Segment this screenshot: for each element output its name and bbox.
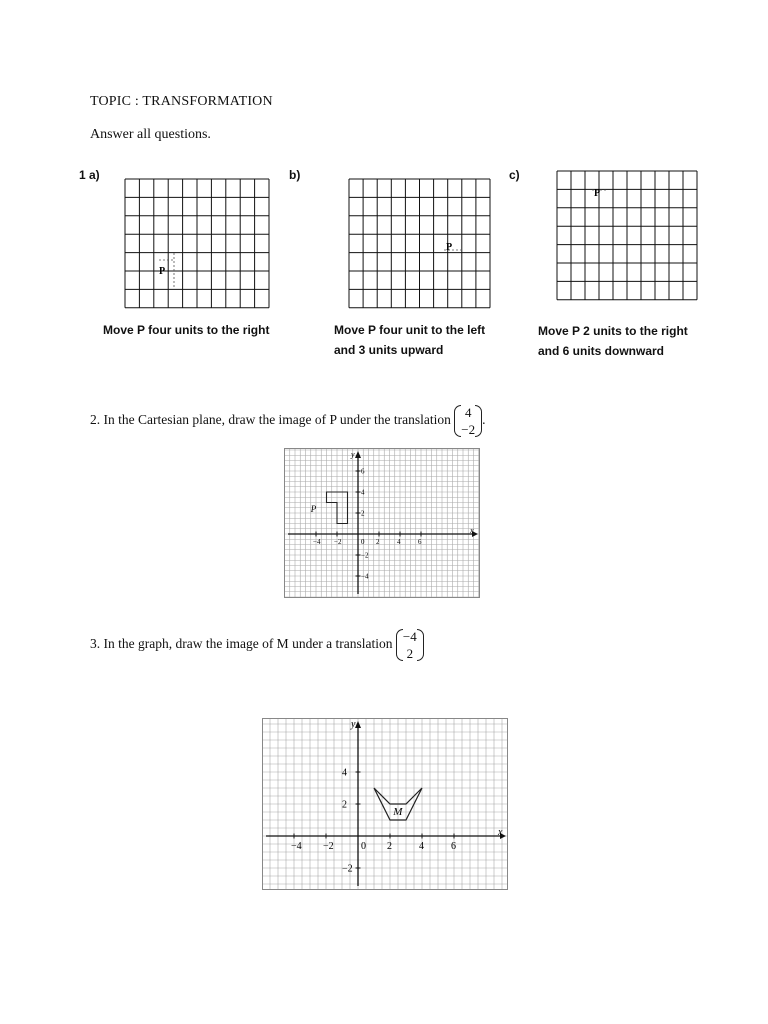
q3-grid-lines <box>262 718 508 890</box>
q2-text: 2. In the Cartesian plane, draw the image of P under the translation <box>90 412 451 428</box>
y-axis-arrow <box>355 451 361 458</box>
x-tick-label: −4 <box>291 841 302 852</box>
q3-tick-labels <box>291 767 456 874</box>
x-tick-label: −4 <box>313 538 321 546</box>
worksheet-instruction: Answer all questions. <box>90 127 211 142</box>
q1c-label: c) <box>509 168 520 182</box>
x-tick-label: −2 <box>323 841 334 852</box>
q2-trailing: . <box>482 412 486 428</box>
x-tick-label: 6 <box>418 538 422 546</box>
q2-vector-bottom: −2 <box>461 422 476 437</box>
q1c-grid-lines <box>557 171 697 300</box>
q2-shape-label: P <box>310 503 317 514</box>
q1b-caption-line: Move P four unit to the left <box>334 323 486 337</box>
q1a-grid-lines <box>125 179 269 308</box>
q2-axes <box>288 451 478 594</box>
y-tick-label: 4 <box>361 488 365 497</box>
y-tick-label: 4 <box>342 767 347 779</box>
x-tick-label: 0 <box>361 841 366 852</box>
q1b-point-label: P <box>446 242 453 253</box>
x-tick-label: −2 <box>334 538 342 546</box>
q3-graph <box>262 718 508 890</box>
q1c-caption <box>538 321 688 361</box>
q3-question <box>90 628 424 662</box>
q2-cartesian-plane <box>284 448 480 598</box>
x-tick-label: 2 <box>376 538 380 546</box>
q1a-caption-line: Move P four units to the right <box>103 323 270 337</box>
y-tick-label: −2 <box>342 863 353 875</box>
q2-tick-labels <box>313 467 422 580</box>
q2-x-axis-label: x <box>470 526 474 535</box>
q1c-caption-line: Move P 2 units to the right <box>538 324 688 338</box>
q1b-grid-lines <box>349 179 490 308</box>
q2-y-axis-label: y <box>351 450 355 459</box>
q3-translation-vector <box>396 628 424 662</box>
x-tick-label: 2 <box>387 841 392 852</box>
x-tick-label: 4 <box>397 538 401 546</box>
q1c-caption-line: and 6 units downward <box>538 344 665 358</box>
y-tick-label: 2 <box>342 799 347 811</box>
q2-grid-lines <box>284 448 480 598</box>
q2-vector-top: 4 <box>464 405 472 420</box>
q1b-caption <box>334 320 485 360</box>
q2-question <box>90 404 485 438</box>
y-tick-label: −4 <box>361 572 369 581</box>
q1a-label: 1 a) <box>79 168 100 182</box>
q2-translation-vector <box>454 404 482 438</box>
y-tick-label: 2 <box>361 509 365 518</box>
q1a-grid <box>124 178 270 310</box>
q1b-caption-line: and 3 units upward <box>334 343 444 357</box>
q3-text: 3. In the graph, draw the image of M under a translation <box>90 636 393 652</box>
y-tick-label: 6 <box>361 467 365 476</box>
y-axis-arrow <box>355 721 361 728</box>
q1c-point-label: P <box>594 188 601 199</box>
q3-shape-label: M <box>393 806 403 819</box>
q1b-label: b) <box>289 168 301 182</box>
q3-x-axis-label: x <box>498 827 503 838</box>
x-tick-label: 4 <box>419 841 424 852</box>
x-tick-label: 6 <box>451 841 456 852</box>
q1a-caption <box>103 320 269 340</box>
q3-vector-top: −4 <box>402 629 417 644</box>
q3-y-axis-label: y <box>351 719 356 730</box>
q3-vector-bottom: 2 <box>406 646 414 661</box>
x-tick-label: 0 <box>361 538 365 546</box>
q1b-grid <box>348 178 492 310</box>
q1c-grid <box>556 170 699 302</box>
q1a-point-label: P <box>159 266 166 277</box>
y-tick-label: −2 <box>361 551 369 560</box>
worksheet-topic: TOPIC : TRANSFORMATION <box>90 94 273 109</box>
